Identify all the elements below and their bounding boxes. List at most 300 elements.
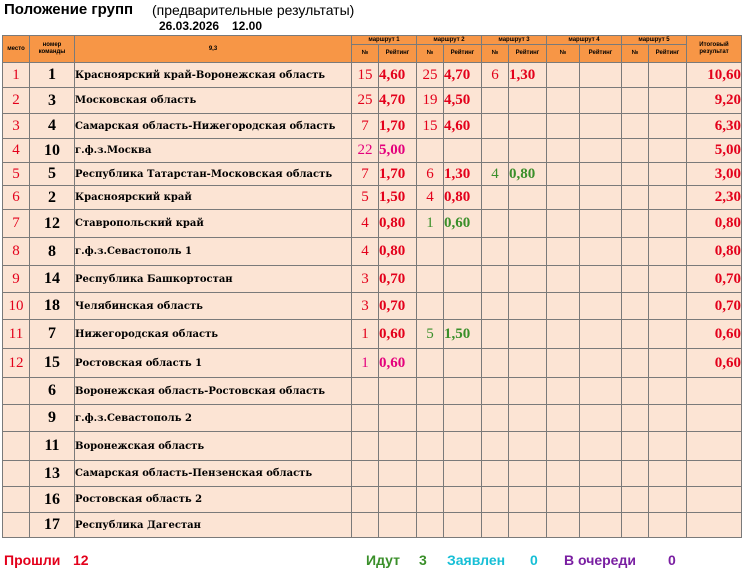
route3-rating-cell [509,293,547,320]
route5-num-cell [622,432,649,461]
region-cell: Республика Дагестан [75,513,352,538]
route5-rating-cell [649,186,687,210]
route4-num-cell [547,320,580,349]
route3-header: маршрут 3 [482,36,547,45]
region-cell: Красноярский край-Воронежская область [75,63,352,88]
route2-rating-cell [444,349,482,378]
total-cell [687,405,742,432]
total-cell: 0,70 [687,293,742,320]
route2-rating-cell: 4,50 [444,88,482,114]
route2-num-cell [417,139,444,163]
place-cell [3,513,30,538]
route5-header: маршрут 5 [622,36,687,45]
route1-rating-cell: 4,60 [379,63,417,88]
route4-num-cell [547,139,580,163]
route2-rating-cell: 4,70 [444,63,482,88]
header-row-top [3,36,742,45]
route3-rating-cell: 1,30 [509,63,547,88]
route4-num-cell [547,513,580,538]
route4-header: маршрут 4 [547,36,622,45]
route5-rating-cell [649,238,687,266]
route1-num-cell: 15 [352,63,379,88]
report-time: 12.00 [232,19,263,33]
route5-num-cell [622,238,649,266]
team-number-cell: 2 [30,186,75,210]
route5-rating-cell [649,163,687,186]
route2-rating-cell: 0,80 [444,186,482,210]
route2-num-cell [417,513,444,538]
table-row [3,114,742,139]
team-number-cell: 5 [30,163,75,186]
route4-num-cell [547,114,580,139]
route3-num-cell [482,320,509,349]
table-row [3,63,742,88]
route4-num-cell [547,266,580,293]
table-row [3,139,742,163]
route3-num-cell [482,405,509,432]
queue-count: 0 [668,552,676,568]
route3-num-cell [482,238,509,266]
route4-rating-cell [580,266,622,293]
route2-rating-cell: 0,60 [444,210,482,238]
route4-rating-cell [580,405,622,432]
route1-rating-header: Рейтинг [379,45,417,63]
region-cell: г.ф.з.Севастополь 1 [75,238,352,266]
route5-rating-cell [649,139,687,163]
route3-num-cell [482,293,509,320]
table-row [3,320,742,349]
team-number-cell: 7 [30,320,75,349]
region-cell: г.ф.з.Москва [75,139,352,163]
route4-num-cell [547,432,580,461]
place-cell: 4 [3,139,30,163]
route2-num-cell: 4 [417,186,444,210]
place-cell [3,405,30,432]
route4-rating-cell [580,163,622,186]
route2-rating-cell [444,293,482,320]
route3-num-header: № [482,45,509,63]
route4-num-cell [547,63,580,88]
region-cell: Красноярский край [75,186,352,210]
region-cell: Республика Татарстан-Московская область [75,163,352,186]
region-cell: Самарская область-Нижегородская область [75,114,352,139]
team-number-cell: 8 [30,238,75,266]
total-cell: 2,30 [687,186,742,210]
route2-num-cell [417,378,444,405]
route1-num-cell [352,432,379,461]
table-row [3,266,742,293]
route5-rating-cell [649,88,687,114]
place-cell [3,487,30,513]
route2-num-cell [417,461,444,487]
route2-num-cell [417,238,444,266]
route5-rating-cell [649,63,687,88]
region-cell: Ставропольский край [75,210,352,238]
route4-num-cell [547,349,580,378]
team-number-cell: 6 [30,378,75,405]
route1-rating-cell: 1,70 [379,163,417,186]
route3-rating-cell [509,266,547,293]
route3-num-cell [482,487,509,513]
route4-num-cell [547,210,580,238]
route3-rating-header: Рейтинг [509,45,547,63]
route4-num-cell [547,186,580,210]
route3-rating-cell [509,461,547,487]
route4-num-cell [547,88,580,114]
route3-num-cell [482,461,509,487]
route2-num-cell: 1 [417,210,444,238]
route2-num-cell [417,405,444,432]
place-cell: 6 [3,186,30,210]
route1-num-cell [352,461,379,487]
route2-rating-cell [444,487,482,513]
route3-num-cell [482,210,509,238]
route5-num-cell [622,461,649,487]
team-number-cell: 4 [30,114,75,139]
page-subtitle: (предварительные результаты) [152,2,355,18]
route3-num-cell [482,349,509,378]
route5-rating-cell [649,349,687,378]
route2-num-cell: 5 [417,320,444,349]
route4-num-header: № [547,45,580,63]
route4-rating-cell [580,238,622,266]
route1-rating-cell: 0,80 [379,210,417,238]
total-cell: 0,70 [687,266,742,293]
going-label: Идут [366,552,400,568]
queue-label: В очереди [564,552,636,568]
team-number-cell: 15 [30,349,75,378]
route4-num-cell [547,163,580,186]
route1-rating-cell [379,378,417,405]
route5-num-cell [622,114,649,139]
team-number-cell: 10 [30,139,75,163]
passed-label: Прошли [4,552,61,568]
total-cell: 3,00 [687,163,742,186]
team-number-cell: 1 [30,63,75,88]
route1-num-cell: 22 [352,139,379,163]
route4-rating-cell [580,349,622,378]
route2-rating-cell [444,513,482,538]
route5-num-cell [622,405,649,432]
total-cell: 0,60 [687,320,742,349]
route3-rating-cell [509,378,547,405]
route1-num-cell: 5 [352,186,379,210]
route5-num-cell [622,513,649,538]
place-cell: 1 [3,63,30,88]
region-cell: Ростовская область 1 [75,349,352,378]
route3-rating-cell [509,432,547,461]
total-cell: 0,80 [687,238,742,266]
route1-num-cell: 3 [352,266,379,293]
route5-num-cell [622,266,649,293]
route2-num-cell [417,432,444,461]
region-cell: г.ф.з.Севастополь 2 [75,405,352,432]
route1-num-cell [352,513,379,538]
total-cell [687,461,742,487]
place-cell: 5 [3,163,30,186]
route2-num-cell [417,349,444,378]
team-number-cell: 17 [30,513,75,538]
region-cell: Ростовская область 2 [75,487,352,513]
table-row [3,210,742,238]
route3-rating-cell [509,88,547,114]
route3-rating-cell [509,238,547,266]
route3-rating-cell [509,114,547,139]
route2-num-cell: 19 [417,88,444,114]
region-cell: Челябинская область [75,293,352,320]
table-row [3,238,742,266]
team-number-cell: 14 [30,266,75,293]
route4-rating-cell [580,461,622,487]
route3-num-cell [482,186,509,210]
route1-rating-cell: 1,50 [379,186,417,210]
route5-rating-cell [649,487,687,513]
route1-num-cell [352,487,379,513]
route3-rating-cell [509,405,547,432]
route3-rating-cell [509,349,547,378]
team-number-cell: 18 [30,293,75,320]
place-cell: 8 [3,238,30,266]
route2-rating-cell [444,238,482,266]
total-cell [687,487,742,513]
place-cell [3,432,30,461]
route5-rating-cell [649,461,687,487]
route5-num-cell [622,349,649,378]
route2-header: маршрут 2 [417,36,482,45]
team-number-cell: 13 [30,461,75,487]
region-cell: Республика Башкортостан [75,266,352,293]
route2-rating-cell: 1,30 [444,163,482,186]
route1-rating-cell: 0,60 [379,320,417,349]
place-cell: 2 [3,88,30,114]
table-row [3,432,742,461]
table-row [3,513,742,538]
route1-rating-cell: 0,60 [379,349,417,378]
route2-rating-cell [444,139,482,163]
route4-rating-cell [580,432,622,461]
total-cell [687,378,742,405]
route4-num-cell [547,378,580,405]
team-number-cell: 12 [30,210,75,238]
table-row [3,186,742,210]
passed-count: 12 [73,552,89,568]
route4-rating-cell [580,210,622,238]
route4-rating-cell [580,186,622,210]
route4-num-cell [547,405,580,432]
route1-num-cell: 7 [352,114,379,139]
route3-num-cell: 6 [482,63,509,88]
route4-num-cell [547,293,580,320]
route3-rating-cell [509,139,547,163]
route3-rating-cell [509,186,547,210]
route5-num-cell [622,63,649,88]
place-cell: 3 [3,114,30,139]
route4-rating-cell [580,139,622,163]
table-row [3,378,742,405]
route2-num-header: № [417,45,444,63]
route5-rating-cell [649,114,687,139]
route5-rating-cell [649,210,687,238]
place-cell: 11 [3,320,30,349]
route2-num-cell [417,266,444,293]
route1-rating-cell [379,405,417,432]
route5-rating-cell [649,266,687,293]
applied-count: 0 [530,552,538,568]
total-cell [687,513,742,538]
total-cell: 10,60 [687,63,742,88]
route3-num-cell [482,513,509,538]
place-cell: 12 [3,349,30,378]
route4-rating-cell [580,63,622,88]
route5-rating-cell [649,405,687,432]
table-row [3,293,742,320]
route1-num-cell: 7 [352,163,379,186]
region-cell: Московская область [75,88,352,114]
col-region-header: 9,3 [75,36,352,63]
total-cell: 9,20 [687,88,742,114]
route3-num-cell [482,88,509,114]
route1-num-cell: 1 [352,320,379,349]
standings-table [2,35,742,538]
col-total-header: Итоговый результат [687,36,742,63]
route1-num-cell [352,405,379,432]
route2-rating-cell [444,266,482,293]
route2-rating-cell: 4,60 [444,114,482,139]
route1-rating-cell [379,461,417,487]
route5-num-cell [622,320,649,349]
route5-num-cell [622,487,649,513]
route3-rating-cell [509,487,547,513]
col-place-header: место [3,36,30,63]
route2-num-cell [417,487,444,513]
route5-rating-cell [649,432,687,461]
route2-num-cell: 6 [417,163,444,186]
route5-num-cell [622,139,649,163]
route5-num-cell [622,210,649,238]
route1-num-header: № [352,45,379,63]
route5-rating-header: Рейтинг [649,45,687,63]
total-cell: 0,80 [687,210,742,238]
route2-rating-cell [444,378,482,405]
place-cell: 7 [3,210,30,238]
route1-num-cell: 25 [352,88,379,114]
route2-rating-cell [444,432,482,461]
route4-rating-cell [580,487,622,513]
route3-rating-cell: 0,80 [509,163,547,186]
place-cell [3,378,30,405]
table-row [3,461,742,487]
route2-num-cell [417,293,444,320]
route1-rating-cell: 4,70 [379,88,417,114]
team-number-cell: 16 [30,487,75,513]
route5-rating-cell [649,513,687,538]
route1-rating-cell [379,487,417,513]
route3-num-cell [482,378,509,405]
route5-rating-cell [649,293,687,320]
place-cell [3,461,30,487]
page-title: Положение групп [4,1,134,18]
place-cell: 10 [3,293,30,320]
route1-num-cell: 4 [352,210,379,238]
total-cell: 0,60 [687,349,742,378]
route2-num-cell: 15 [417,114,444,139]
table-row [3,487,742,513]
route3-num-cell [482,114,509,139]
route4-rating-cell [580,88,622,114]
route3-rating-cell [509,320,547,349]
route3-num-cell [482,139,509,163]
route4-num-cell [547,238,580,266]
team-number-cell: 11 [30,432,75,461]
route5-num-cell [622,88,649,114]
route1-header: маршрут 1 [352,36,417,45]
route4-rating-cell [580,114,622,139]
route5-num-cell [622,293,649,320]
route3-rating-cell [509,513,547,538]
route1-rating-cell: 5,00 [379,139,417,163]
route1-rating-cell: 0,70 [379,266,417,293]
route5-num-cell [622,163,649,186]
route5-num-header: № [622,45,649,63]
route4-num-cell [547,487,580,513]
route4-rating-cell [580,513,622,538]
route3-rating-cell [509,210,547,238]
route2-num-cell: 25 [417,63,444,88]
applied-label: Заявлен [447,552,506,568]
route1-rating-cell [379,432,417,461]
route4-rating-cell [580,320,622,349]
route1-num-cell: 4 [352,238,379,266]
going-count: 3 [419,552,427,568]
route5-rating-cell [649,320,687,349]
route2-rating-cell: 1,50 [444,320,482,349]
total-cell: 6,30 [687,114,742,139]
table-row [3,88,742,114]
report-date: 26.03.2026 [159,19,220,33]
route5-num-cell [622,186,649,210]
route3-num-cell: 4 [482,163,509,186]
total-cell [687,432,742,461]
route5-num-cell [622,378,649,405]
region-cell: Воронежская область [75,432,352,461]
region-cell: Самарская область-Пензенская область [75,461,352,487]
route2-rating-cell [444,461,482,487]
route4-rating-cell [580,378,622,405]
route1-rating-cell: 0,80 [379,238,417,266]
route2-rating-header: Рейтинг [444,45,482,63]
route1-rating-cell: 0,70 [379,293,417,320]
region-cell: Нижегородская область [75,320,352,349]
route2-rating-cell [444,405,482,432]
table-row [3,405,742,432]
route3-num-cell [482,432,509,461]
total-cell: 5,00 [687,139,742,163]
route5-rating-cell [649,378,687,405]
route1-num-cell: 1 [352,349,379,378]
region-cell: Воронежская область-Ростовская область [75,378,352,405]
team-number-cell: 3 [30,88,75,114]
route3-num-cell [482,266,509,293]
route4-num-cell [547,461,580,487]
route1-rating-cell: 1,70 [379,114,417,139]
team-number-cell: 9 [30,405,75,432]
col-team-header: номер команды [30,36,75,63]
route1-num-cell [352,378,379,405]
route4-rating-cell [580,293,622,320]
table-row [3,349,742,378]
route1-rating-cell [379,513,417,538]
table-row [3,163,742,186]
